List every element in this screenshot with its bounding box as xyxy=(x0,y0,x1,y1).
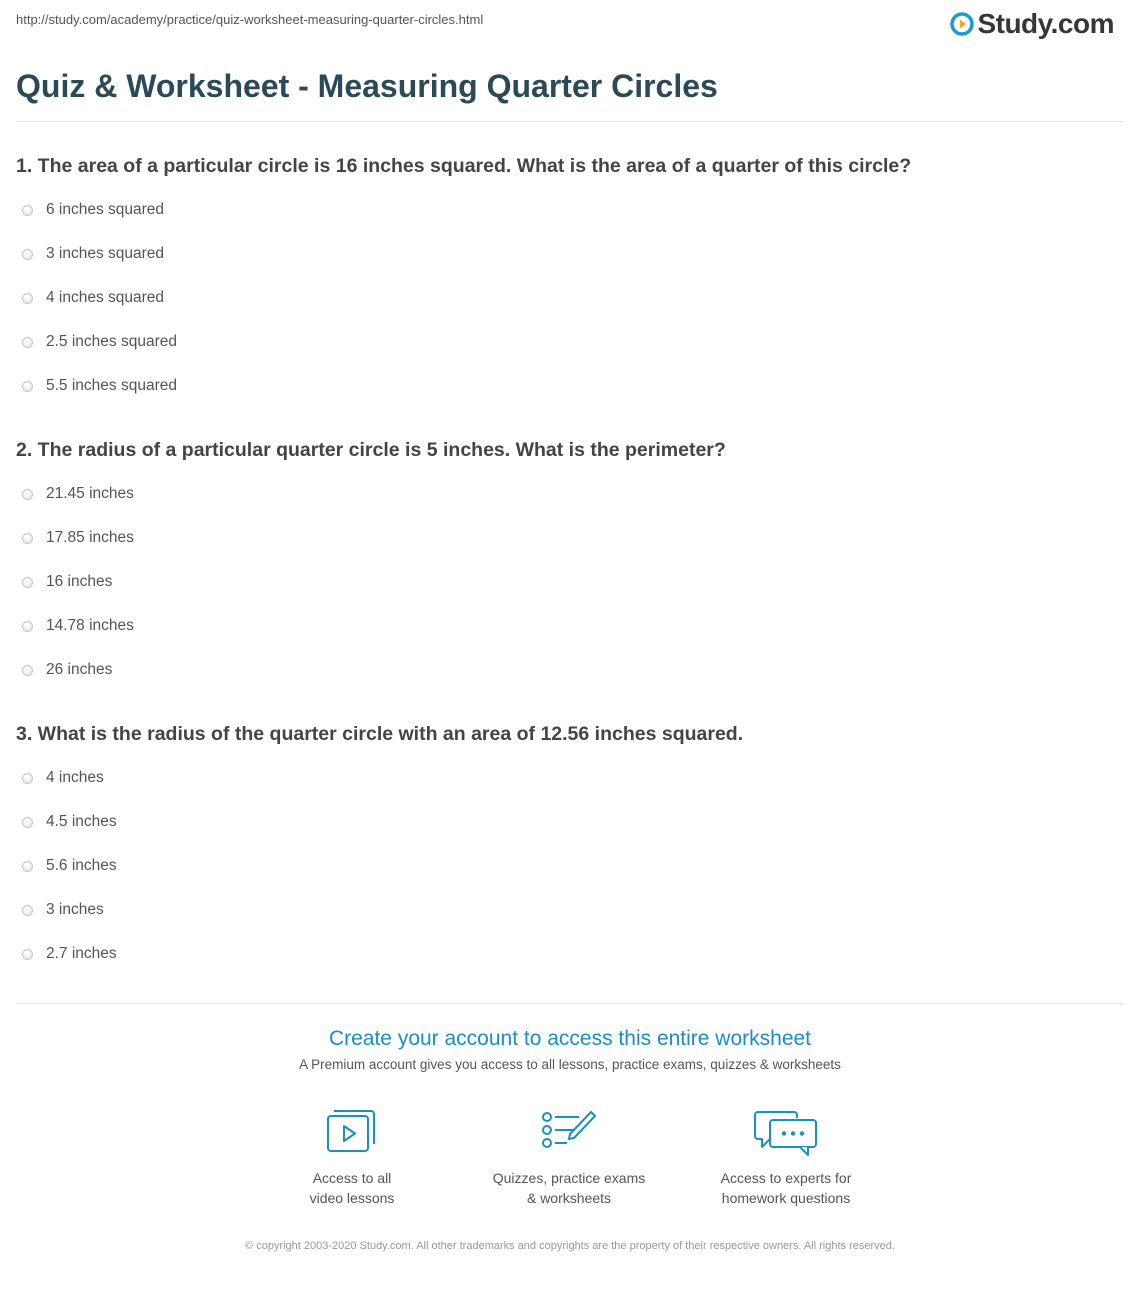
answer-label: 14.78 inches xyxy=(46,617,134,634)
create-account-link[interactable]: Create your account to access this entire worksheet xyxy=(328,1027,812,1050)
radio-button[interactable] xyxy=(22,381,33,392)
answer-label: 26 inches xyxy=(46,661,113,678)
chat-bubbles-icon xyxy=(754,1108,818,1158)
questions-divider xyxy=(16,1003,1124,1004)
radio-button[interactable] xyxy=(22,665,33,676)
radio-button[interactable] xyxy=(22,533,33,544)
radio-button[interactable] xyxy=(22,337,33,348)
quiz-checklist-icon xyxy=(541,1108,597,1154)
answer-option[interactable] xyxy=(22,898,104,922)
play-circle-icon xyxy=(950,12,974,36)
page-url: http://study.com/academy/practice/quiz-worksheet-measuring-quarter-circles.html xyxy=(16,12,484,27)
radio-button[interactable] xyxy=(22,293,33,304)
study-logo[interactable] xyxy=(950,8,1114,40)
answer-option[interactable] xyxy=(22,330,177,354)
answer-label: 3 inches squared xyxy=(46,245,165,262)
answer-option[interactable] xyxy=(22,242,164,266)
radio-button[interactable] xyxy=(22,249,33,260)
logo-text: Study.com xyxy=(977,8,1114,39)
answer-option[interactable] xyxy=(22,810,117,834)
answer-option[interactable] xyxy=(22,614,134,638)
answer-option[interactable] xyxy=(22,482,134,506)
page-title: Quiz & Worksheet - Measuring Quarter Circles xyxy=(16,68,718,104)
answer-label: 5.5 inches squared xyxy=(46,377,177,394)
question-1: 1. The area of a particular circle is 16 inches squared. What is the area of a quarter of this circle? xyxy=(16,155,912,177)
answer-option[interactable] xyxy=(22,570,112,594)
feature-experts xyxy=(696,1108,876,1208)
answer-label: 16 inches xyxy=(46,573,113,590)
answer-label: 4 inches squared xyxy=(46,289,165,306)
feature-label-line2: homework questions xyxy=(721,1190,851,1206)
answer-label: 21.45 inches xyxy=(46,485,134,502)
feature-label-line2: & worksheets xyxy=(526,1190,612,1206)
answer-label: 5.6 inches xyxy=(46,857,117,874)
title-divider xyxy=(16,121,1124,122)
radio-button[interactable] xyxy=(22,577,33,588)
answer-option[interactable] xyxy=(22,198,164,222)
answer-option[interactable] xyxy=(22,526,134,550)
feature-label-line2: video lessons xyxy=(309,1190,395,1206)
radio-button[interactable] xyxy=(22,621,33,632)
question-2: 2. The radius of a particular quarter circle is 5 inches. What is the perimeter? xyxy=(16,439,726,461)
answer-option[interactable] xyxy=(22,374,177,398)
answer-option[interactable] xyxy=(22,658,112,682)
copyright-notice: © copyright 2003-2020 Study.com. All other trademarks and copyrights are the property of their respective owners. All rights reserved. xyxy=(245,1240,895,1252)
feature-label-line1: Access to experts for xyxy=(720,1170,852,1186)
answer-label: 4 inches xyxy=(46,769,104,786)
feature-label-line1: Access to all xyxy=(312,1170,392,1186)
radio-button[interactable] xyxy=(22,817,33,828)
answer-option[interactable] xyxy=(22,854,117,878)
answer-option[interactable] xyxy=(22,286,164,310)
feature-video-lessons xyxy=(262,1108,442,1208)
question-3: 3. What is the radius of the quarter circle with an area of 12.56 inches squared. xyxy=(16,723,744,745)
radio-button[interactable] xyxy=(22,205,33,216)
radio-button[interactable] xyxy=(22,773,33,784)
answer-label: 3 inches xyxy=(46,901,104,918)
answer-label: 2.5 inches squared xyxy=(46,333,177,350)
video-lessons-icon xyxy=(326,1108,378,1154)
radio-button[interactable] xyxy=(22,949,33,960)
answer-label: 6 inches squared xyxy=(46,201,165,218)
answer-label: 2.7 inches xyxy=(46,945,117,962)
answer-label: 4.5 inches xyxy=(46,813,117,830)
answer-label: 17.85 inches xyxy=(46,529,134,546)
radio-button[interactable] xyxy=(22,905,33,916)
radio-button[interactable] xyxy=(22,489,33,500)
answer-option[interactable] xyxy=(22,766,104,790)
answer-option[interactable] xyxy=(22,942,117,966)
feature-quizzes xyxy=(479,1108,659,1208)
premium-description: A Premium account gives you access to all lessons, practice exams, quizzes & worksheets xyxy=(299,1057,841,1072)
radio-button[interactable] xyxy=(22,861,33,872)
feature-label-line1: Quizzes, practice exams xyxy=(492,1170,646,1186)
